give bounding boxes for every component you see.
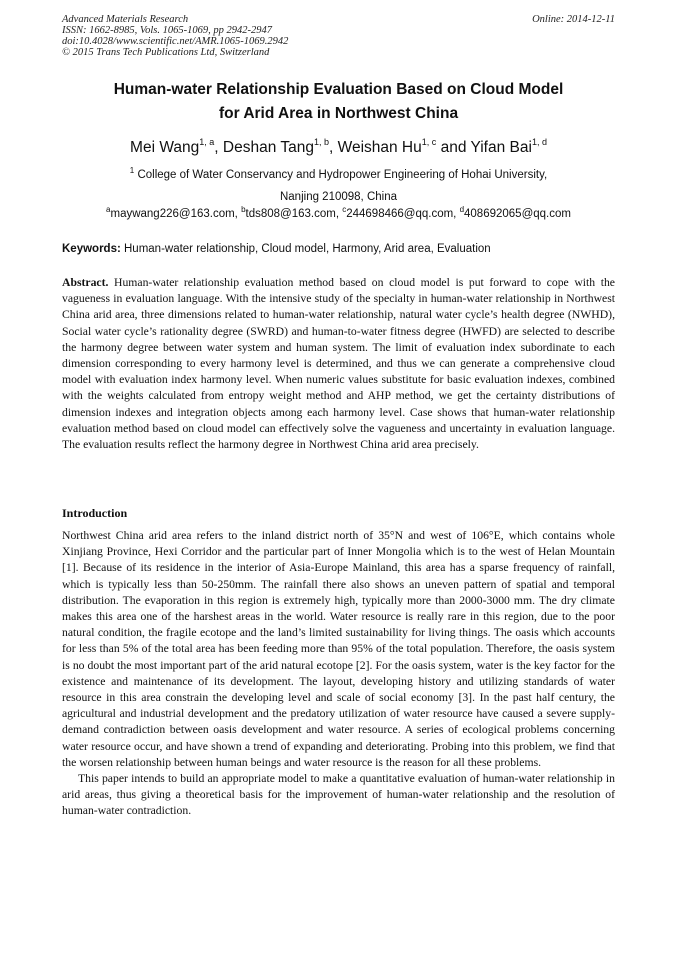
doi-line: doi:10.4028/www.scientific.net/AMR.1065-1069.2942 [62,36,289,47]
email-link[interactable]: maywang226@163.com, [110,208,242,220]
abstract [62,275,615,453]
online-date: Online: 2014-12-11 [532,14,615,25]
intro-paragraph-2: This paper intends to build an appropriate model to make a quantitative evaluation of human-water relationship in arid areas, thus giving a theoretical basis for the improvement of human-water relationship and the resolution of human-water contradiction. [62,772,615,818]
author-emails: $^a$maywang226@163.com, $^b$tds808@163.com, $^c$244698466@qq.com, $^d$408692065@qq.com [106,205,571,220]
intro-paragraph-1: Northwest China arid area refers to the inland district north of 35°N and west of 106°E, which contains whole Xinjiang Province, Hexi Corridor and the particular part of Inner Mongolia which is to the west of Helan Mountain [1]. Because of its residence in the interior of Asia-Europe Mainland, this area has a sparse frequency of rainfall, which is typically less than 50-250mm. The rainfall there also shows an uneven pattern of spatial and temporal distribution. The evaporation in this region is extremely high, typically more than 2000-3000 mm. The dry climate makes this area one of the harshest areas in the world. Water resource is really rare in this region, due to the poor natural condition, the fragile ecotope and the land’s limited sustainability for living things. The oasis which accounts for less than 5% of the total area has been feeding more than 95% of the total population. Therefore, the oasis system is no doubt the most important part of the arid natural ecotope [2]. For the oasis system, water is the key factor for the existence and maintenance of its development. The layout, developing history and utilizing standards of water resource in this area constrain the developing level and scale of social economy [3]. In the past half century, the agricultural and industrial development and the predatory utilization of water resource have caused a severe supply-demand contradiction between oasis development and water resource. A series of ecological problems concerning water resource occur, and have shown a trend of expanding and deteriorating. Probing into this problem, we find that the worsen relationship between human beings and water resource is the reason for all these problems. [62,529,615,769]
author: Mei Wang$^{1, a}$ [130,137,215,156]
title-line-2: for Arid Area in Northwest China [218,105,459,122]
copyright-line: © 2015 Trans Tech Publications Ltd, Switzerland [62,47,270,58]
affiliation: $^1$ College of Water Conservancy and Hydropower Engineering of Hohai University, Nanjing 210098, China [62,164,615,208]
keywords-label: Keywords: [62,243,121,255]
affiliation-line-2: Nanjing 210098, China [279,191,397,203]
issn-line: ISSN: 1662-8985, Vols. 1065-1069, pp 2942-2947 [62,25,272,36]
author: Weishan Hu$^{1, c}$ [337,137,437,156]
abstract-text: Human-water relationship evaluation method based on cloud model is put forward to cope with the vagueness in evaluation language. With the intensive study of the specialty in human-water relationship in Northwest China arid area, three dimensions related to human-water relationship, natural water cycle’s health degree (NWHD), Social water cycle’s rationality degree (SWRD) and human-to-water fitness degree (HWFD) are selected to describe the harmony degree between water system and human system. The limit of evaluation index subordinate to each dimension corresponding to every harmony level is determined, and thus we can generate a comprehensive cloud model with evaluation index harmony level. When numeric values substitute for basic evaluation indexes, combined with the weights calculated from entropy weight method and AHP method, we get the certainty distributions of dimension indexes and integration objects among each harmony level. Case shows that human-water relationship evaluation method based on cloud model can effectively solve the vagueness and uncertainty in evaluation language. The evaluation results reflect the harmony degree in Northwest China arid area precisely. [62,276,615,452]
affiliation-line-1: College of Water Conservancy and Hydropower Engineering of Hohai University, [137,169,548,181]
author-list: Mei Wang$^{1, a}$, Deshan Tang$^{1, b}$, Weishan Hu$^{1, c}$ and Yifan Bai$^{1, d}$ [130,137,547,156]
keywords [62,241,615,257]
paper-title [62,78,615,126]
email-link[interactable]: tds808@163.com, [245,208,343,220]
abstract-label: Abstract. [62,276,109,289]
email-link[interactable]: 408692065@qq.com [464,208,571,220]
section-heading-introduction: Introduction [62,506,128,520]
keywords-text: Human-water relationship, Cloud model, Harmony, Arid area, Evaluation [120,243,491,255]
author: Yifan Bai$^{1, d}$ [470,137,547,156]
email-link[interactable]: 244698466@qq.com, [346,208,460,220]
journal-name: Advanced Materials Research [62,14,189,25]
author: Deshan Tang$^{1, b}$ [222,137,329,156]
title-line-1: Human-water Relationship Evaluation Based on Cloud Model [113,81,564,98]
journal-header [62,14,288,58]
introduction-body [62,528,615,820]
